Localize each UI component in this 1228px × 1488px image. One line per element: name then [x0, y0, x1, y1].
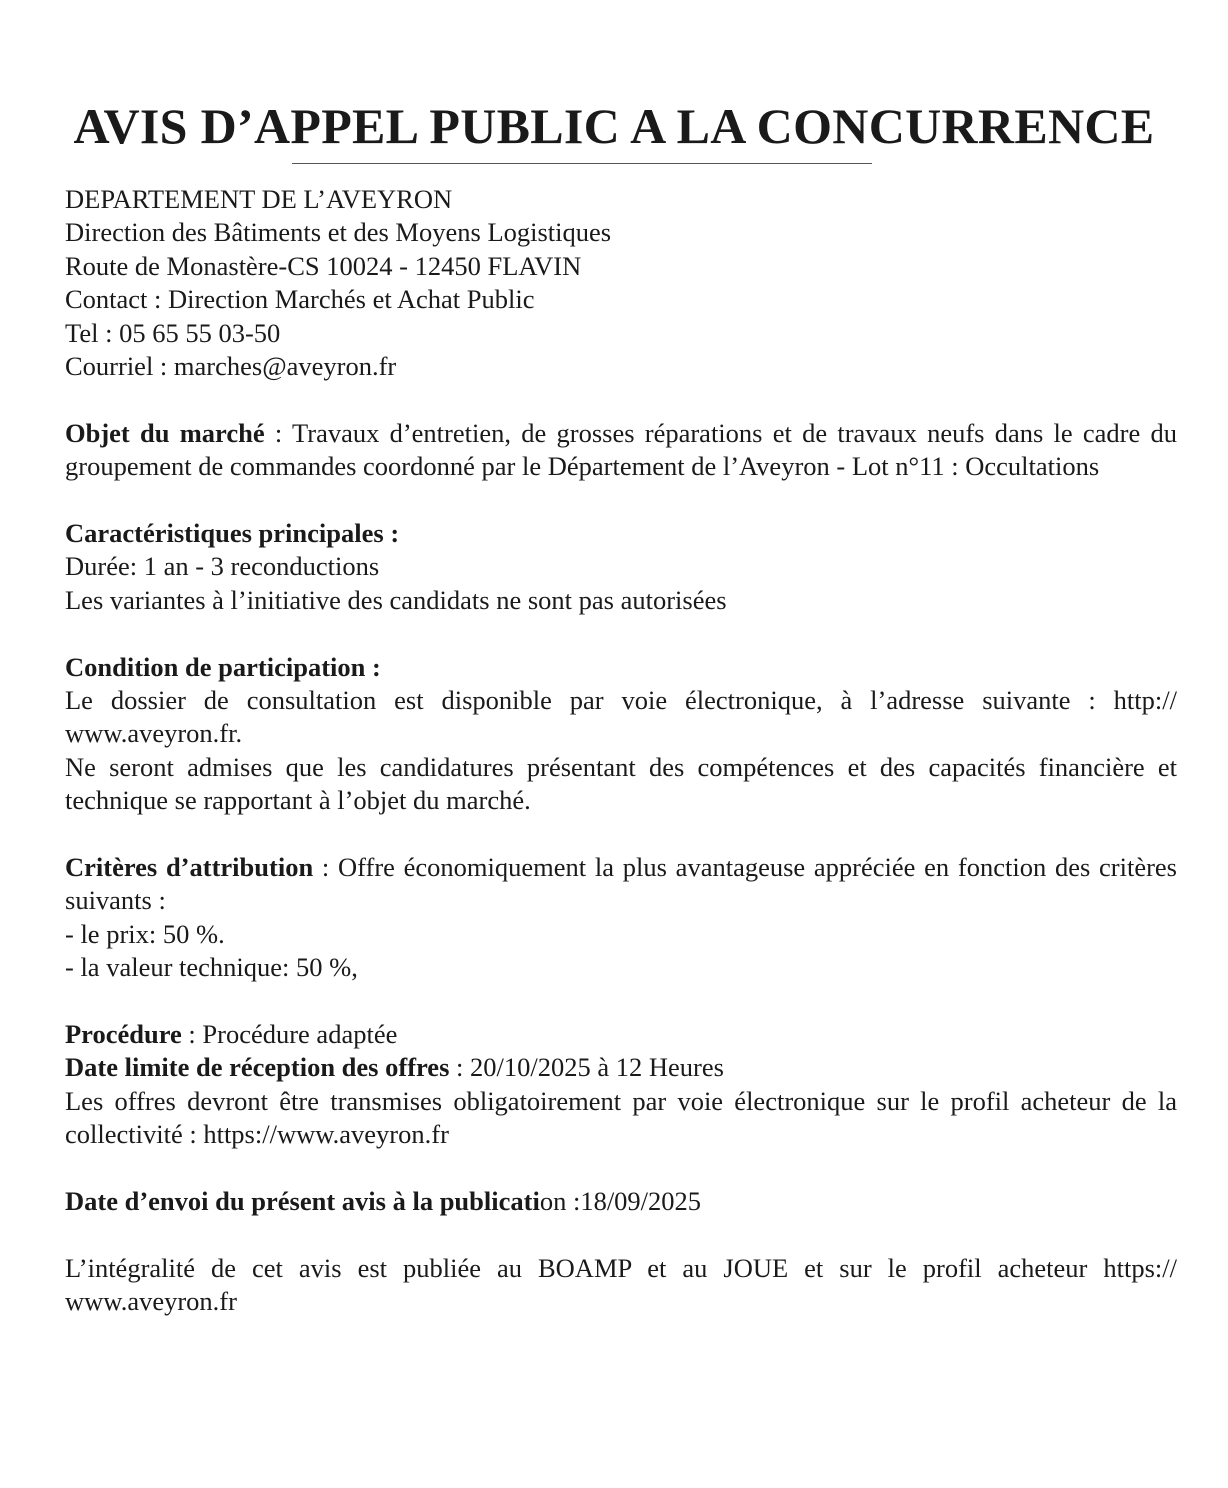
date-limite-line: [65, 1051, 1177, 1084]
objet-text: : Travaux d’entretien, de grosses réparations et de travaux neufs dans le cadre du groupement de commandes coordonné par le Département de l’Aveyron - Lot n°11 : Occultations: [65, 417, 1178, 482]
procedure-line: [65, 1018, 1177, 1051]
date-envoi-line: [65, 1185, 1177, 1218]
condition-label: Condition de participation :: [65, 651, 381, 682]
criteres-item-prix: - le prix: 50 %.: [65, 918, 225, 949]
procedure-label: Procédure: [65, 1019, 182, 1050]
notice-body: [65, 183, 1177, 1319]
caracteristiques-section: [65, 517, 1177, 617]
procedure-section: [65, 1018, 1177, 1152]
spacer: [65, 1219, 1177, 1252]
spacer: [65, 617, 1177, 650]
title-underline: [292, 163, 872, 164]
date-limite-note: Les offres devront être transmises obligatoirement par voie électronique sur le profil acheteur de la collectivité : https://www.aveyron.fr: [65, 1085, 1177, 1150]
objet-label: Objet du marché: [65, 417, 265, 448]
header-line-phone: Tel : 05 65 55 03-50: [65, 317, 281, 348]
spacer: [65, 1152, 1177, 1185]
condition-admission-text: Ne seront admises que les candidatures présentant des compétences et des capacités financière et technique se rapportant à l’objet du marché.: [65, 751, 1177, 816]
criteres-item-technique: - la valeur technique: 50 %,: [65, 952, 358, 983]
integralite-text: L’intégralité de cet avis est publiée au BOAMP et au JOUE et sur le profil acheteur https:// www.aveyron.fr: [65, 1252, 1177, 1317]
header-block: [65, 183, 1177, 383]
criteres-label: Critères d’attribution: [65, 852, 314, 883]
objet-section: [65, 417, 1177, 484]
criteres-intro: [65, 851, 1177, 918]
date-envoi-label: Date d’envoi du présent avis à la publicati: [65, 1186, 540, 1217]
notice-title: AVIS D’APPEL PUBLIC A LA CONCURRENCE: [73, 98, 1155, 154]
caracteristiques-duree: Durée: 1 an - 3 reconductions: [65, 551, 380, 582]
caracteristiques-label: Caractéristiques principales :: [65, 518, 400, 549]
header-line-direction: Direction des Bâtiments et des Moyens Logistiques: [65, 217, 612, 248]
spacer: [65, 818, 1177, 851]
header-line-address: Route de Monastère-CS 10024 - 12450 FLAVIN: [65, 250, 582, 281]
date-limite-label: Date limite de réception des offres: [65, 1052, 450, 1083]
header-line-email: Courriel : marches@aveyron.fr: [65, 351, 397, 382]
criteres-text: : Offre économiquement la plus avantageuse appréciée en fonction des critères suivants :: [65, 852, 1177, 916]
header-line-department: DEPARTEMENT DE L’AVEYRON: [65, 184, 453, 214]
caracteristiques-variantes: Les variantes à l’initiative des candidats ne sont pas autorisées: [65, 584, 727, 615]
date-limite-text: : 20/10/2025 à 12 Heures: [449, 1052, 724, 1083]
procedure-text: : Procédure adaptée: [181, 1019, 398, 1050]
spacer: [65, 383, 1177, 416]
criteres-section: [65, 851, 1177, 985]
spacer: [65, 484, 1177, 517]
condition-dossier-text: Le dossier de consultation est disponible par voie électronique, à l’adresse suivante : http:// www.aveyron.fr.: [65, 685, 1177, 749]
condition-section: [65, 651, 1177, 818]
header-line-contact: Contact : Direction Marchés et Achat Public: [65, 284, 535, 315]
spacer: [65, 985, 1177, 1018]
date-envoi-text: on :18/09/2025: [539, 1186, 702, 1217]
date-envoi-section: [65, 1185, 1177, 1218]
